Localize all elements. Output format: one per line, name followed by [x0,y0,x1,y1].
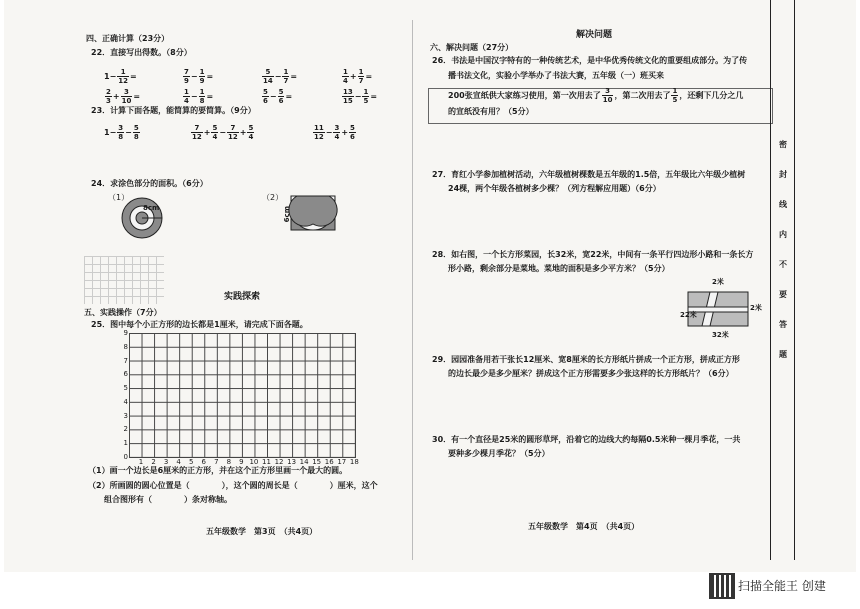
numerator: 3 [334,124,340,132]
denominator: 15 [343,97,353,105]
numerator: 11 [314,124,324,132]
y-tick-label: 6 [123,370,128,379]
numerator: 5 [212,124,218,132]
numerator: 1 [343,68,348,76]
practice-title: 实践探索 [224,292,261,302]
x-tick-label: 14 [299,458,309,466]
numerator: 5 [262,68,274,77]
equals-sign: = [285,92,293,101]
fraction [227,124,239,141]
denominator: 4 [343,77,348,85]
numerator: 5 [263,88,268,96]
x-tick-label: 9 [239,458,244,466]
x-tick-label: 8 [226,458,232,466]
numerator: 1 [358,68,364,76]
denominator: 3 [106,97,111,105]
q22-item [261,68,297,85]
fig1-dim: 8cm [143,204,160,212]
operator: + [341,128,349,137]
x-tick-label: 5 [188,458,194,466]
denominator: 12 [118,77,129,85]
fraction [117,68,129,85]
fraction [342,88,354,105]
q22-item [261,88,292,105]
equals-sign: = [206,72,214,81]
q23-item [190,124,255,141]
q22-item [104,68,137,85]
q26-line1: 26．书法是中国汉字特有的一种传统艺术，是中华优秀传统文化的重要组成部分。为了传 [432,56,748,65]
y-tick-label: 3 [123,411,128,420]
operator: − [219,128,227,137]
x-tick-label: 7 [214,458,219,466]
seal-char: 密 [779,140,787,149]
numerator: 1 [184,88,189,96]
y-tick-label: 4 [123,397,128,406]
seal-char: 不 [779,260,787,269]
q26-line2: 播书法文化，实验小学举办了书法大赛，五年级（一）班买来 [448,71,664,80]
operator: + [349,72,357,81]
q26-line3-a: 200张宣纸供大家练习使用，第一次用去了 [448,91,601,100]
seal-line-text [776,130,790,370]
seal-char: 内 [779,230,787,239]
q30-line2: 要种多少棵月季花？（5分） [448,449,550,458]
q26-line3-c: ，还剩下几分之几 [679,91,744,100]
fraction [278,88,285,105]
y-tick-label: 5 [123,384,128,393]
x-tick-label: 18 [349,458,359,466]
equals-sign: = [206,92,214,101]
equals-sign: = [290,72,298,81]
numerator: 5 [133,124,139,132]
y-tick-label: 1 [123,439,128,448]
fraction [117,124,124,141]
numerator: 7 [227,124,239,133]
q26-fraction-2 [671,87,678,104]
q30-line1: 30．有一个直径是25米的圆形草坪，沿着它的边线大约每隔0.5米种一棵月季花，一共 [432,435,741,444]
right-heading: 解决问题 [576,30,613,40]
q23-prompt: 23．计算下面各题，能简算的要简算。（9分） [91,106,256,115]
x-tick-label: 1 [138,458,144,466]
numerator: 3 [121,88,133,97]
numerator: 13 [343,88,353,96]
q25-part3: 组合图形有（ ）条对称轴。 [104,495,232,504]
q26-line3 [448,87,743,104]
numerator: 7 [191,124,203,133]
y-tick-label: 8 [123,342,128,351]
fig3-left: 22米 [680,311,697,319]
fraction [349,124,356,141]
coordinate-grid[interactable] [129,333,356,458]
q22-item [182,88,213,105]
x-tick-label: 6 [201,458,206,466]
x-tick-label: 16 [324,458,334,466]
fig3-bottom: 32米 [712,331,729,339]
q27-line1: 27．育红小学参加植树活动，六年级植树棵数是五年级的1.5倍，五年级比六年级少植树 [432,170,746,179]
operator: − [325,128,333,137]
x-tick-label: 4 [176,458,181,466]
equals-sign: = [370,92,378,101]
denominator: 4 [248,133,254,141]
q26-f2-num: 1 [672,87,678,95]
denominator: 12 [314,133,324,141]
denominator: 4 [184,97,189,105]
denominator: 8 [199,97,205,105]
q27-line2: 24棵，两个年级各植树多少棵？（列方程解应用题）（6分） [448,184,661,193]
numerator: 3 [118,124,124,132]
q29-line2: 的边长最少是多少厘米？拼成这个正方形需要多少张这样的长方形纸片？（6分） [448,369,734,378]
page3-footer: 五年级数学 第3页 （共4页） [206,527,318,536]
fraction [211,124,218,141]
operator: + [203,128,211,137]
seal-char: 要 [779,290,787,299]
seal-char: 封 [779,170,787,179]
seal-char: 答 [779,320,787,329]
q22-item [341,68,372,85]
q26-f1-num: 3 [602,87,614,96]
fraction [262,88,269,105]
q25-prompt: 25．图中每个小正方形的边长都是1厘米，请完成下面各题。 [91,320,308,329]
fraction [342,68,349,85]
equals-sign: = [133,92,141,101]
seal-char: 线 [779,200,787,209]
q28-line2: 形小路，剩余部分是菜地。菜地的面积是多少平方米？（5分） [448,264,670,273]
x-tick-label: 11 [262,458,271,466]
fraction [282,68,289,85]
equals-sign: = [365,72,373,81]
denominator: 12 [228,133,238,141]
section-4-title: 四、正确计算（23分） [86,34,170,43]
q24-prompt: 24．求涂色部分的面积。（6分） [91,179,208,188]
page-divider [412,20,413,560]
scanner-brand: 扫描全能王 创建 [738,579,826,593]
q22-text: 1− [104,72,117,81]
operator: + [112,92,120,101]
q26-line4: 的宣纸没有用？（5分） [448,107,534,116]
denominator: 6 [278,97,284,105]
fraction [362,88,369,105]
numerator: 5 [248,124,254,132]
qr-code-icon [709,573,735,599]
fraction [262,68,274,85]
q29-line1: 29．园园准备用若干张长12厘米、宽8厘米的长方形纸片拼成一个正方形，拼成正方形 [432,355,740,364]
q22-item [104,88,140,105]
section-5-title: 五、实践操作（7分） [84,308,162,317]
faded-grid [84,256,164,304]
q23-text: 1− [104,128,117,137]
q28-line1: 28．如右图，一个长方形菜园，长32米，宽22米，中间有一条平行四边形小路和一条长方 [432,250,754,259]
operator: − [269,92,277,101]
q26-line3-b: ，第二次用去了 [614,91,671,100]
fraction [133,124,140,141]
fraction [121,88,133,105]
fraction [199,88,206,105]
numerator: 1 [199,68,205,76]
fraction [199,68,206,85]
q25-part2: （2）所画圆的圆心位置是（ ），这个圆的周长是（ ）厘米，这个 [88,481,378,490]
operator: − [274,72,282,81]
x-tick-label: 2 [151,458,156,466]
operator: − [190,92,198,101]
numerator: 5 [350,124,355,132]
numerator: 5 [278,88,284,96]
q23-item [104,124,141,141]
numerator: 1 [283,68,289,76]
x-tick-label: 3 [163,458,169,466]
operator: + [239,128,247,137]
q25-part1: （1）画一个边长是6厘米的正方形，并在这个正方形里画一个最大的圆。 [88,466,348,475]
numerator: 1 [117,68,129,77]
denominator: 7 [358,77,364,85]
fraction [333,124,340,141]
numerator: 1 [199,88,205,96]
numerator: 2 [106,88,111,96]
page4-footer: 五年级数学 第4页 （共4页） [528,522,640,531]
q23-item [312,124,357,141]
x-tick-label: 17 [337,458,347,466]
y-tick-label: 2 [123,425,128,434]
denominator: 9 [199,77,205,85]
denominator: 4 [334,133,340,141]
fraction [358,68,365,85]
operator: − [125,128,132,137]
denominator: 7 [283,77,289,85]
seal-char: 题 [779,350,787,359]
denominator: 6 [350,133,355,141]
denominator: 8 [133,133,139,141]
operator: − [354,92,362,101]
denominator: 9 [184,77,189,85]
y-tick-label: 9 [123,329,128,337]
numerator: 1 [363,88,369,96]
denominator: 14 [263,77,273,85]
section-6-title: 六、解决问题（27分） [430,43,514,52]
denominator: 6 [263,97,268,105]
fig1-label: （1） [108,193,130,202]
x-tick-label: 13 [287,458,297,466]
x-tick-label: 10 [249,458,259,466]
q26-fraction-1 [602,87,614,104]
x-tick-label: 15 [312,458,322,466]
denominator: 8 [118,133,124,141]
numerator: 7 [184,68,189,76]
q26-f2-den: 5 [672,96,678,104]
y-tick-label: 7 [123,356,128,365]
q22-item [182,68,213,85]
fraction [183,68,190,85]
fraction [247,124,254,141]
equals-sign: = [130,72,137,81]
fig2-label: （2） [262,193,284,202]
denominator: 5 [363,97,369,105]
fraction [313,124,325,141]
fraction [105,88,112,105]
denominator: 10 [121,97,132,105]
operator: − [190,72,198,81]
fraction [191,124,203,141]
y-tick-label: 0 [123,453,128,462]
fig3-top: 2米 [712,278,724,286]
fig2-dim: 6cm [283,206,291,223]
denominator: 4 [212,133,218,141]
fraction [183,88,190,105]
binding-line-1 [770,0,771,560]
x-tick-label: 12 [274,458,284,466]
q22-prompt: 22．直接写出得数。（8分） [91,48,192,57]
q22-item [341,88,377,105]
binding-line-2 [794,0,795,560]
q26-f1-den: 10 [602,96,613,104]
denominator: 12 [192,133,202,141]
fig3-right: 2米 [750,304,762,312]
